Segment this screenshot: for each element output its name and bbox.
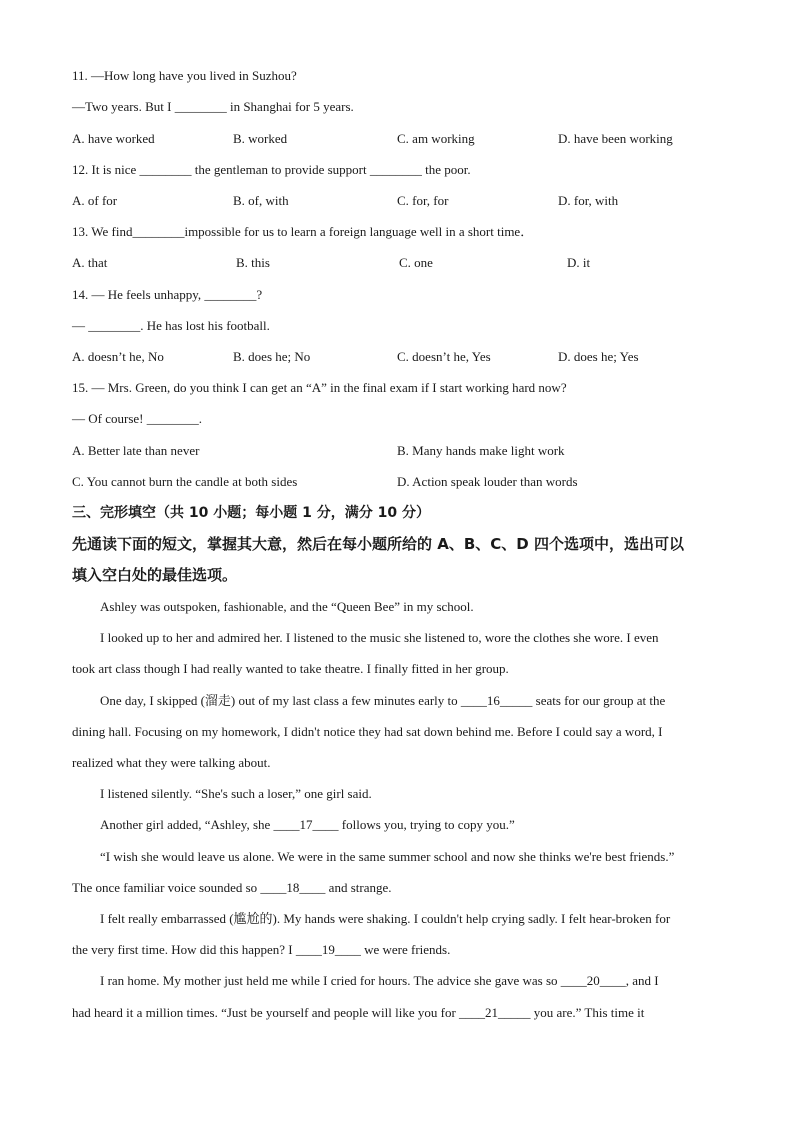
question-15-option-d[interactable]: D. Action speak louder than words [397, 474, 578, 489]
question-11-stem-2: —Two years. But I ________ in Shanghai for 5 years. [72, 99, 354, 114]
passage-line: took art class though I had really wanted to take theatre. I finally fitted in her group. [72, 661, 509, 676]
question-13-option-d[interactable]: D. it [567, 255, 591, 270]
question-13-option-c[interactable]: C. one [399, 255, 433, 270]
passage-line: Another girl added, “Ashley, she ____17____ follows you, trying to copy you.” [100, 817, 515, 832]
passage-line: I ran home. My mother just held me while I cried for hours. The advice she gave was so ____20____, and I [100, 973, 659, 988]
question-12-option-a[interactable]: A. of for [72, 193, 118, 208]
question-11-option-a[interactable]: A. have worked [72, 131, 155, 146]
question-15-option-c[interactable]: C. You cannot burn the candle at both sides [72, 474, 298, 489]
passage-line: realized what they were talking about. [72, 755, 271, 770]
question-14-option-a[interactable]: A. doesn’t he, No [72, 349, 164, 364]
section-instruction-1: 先通读下面的短文，掌握其大意，然后在每小题所给的 A、B、C、D 四个选项中，选出可以 [72, 535, 684, 553]
question-15-stem: 15. — Mrs. Green, do you think I can get an “A” in the final exam if I start working hard now? [72, 380, 567, 395]
passage-line: One day, I skipped (溜走) out of my last class a few minutes early to ____16_____ seats for our group at the [100, 693, 666, 708]
question-11-stem: 11. —How long have you lived in Suzhou? [72, 68, 297, 83]
passage-line: I listened silently. “She's such a loser,” one girl said. [100, 786, 372, 801]
passage-line: dining hall. Focusing on my homework, I didn't notice they had sat down behind me. Before I could say a word, I [72, 724, 663, 739]
passage-line: the very first time. How did this happen? I ____19____ we were friends. [72, 942, 451, 957]
question-13-stem: 13. We find________impossible for us to learn a foreign language well in a short time． [72, 224, 534, 239]
question-13-option-b[interactable]: B. this [236, 255, 270, 270]
question-11-option-d[interactable]: D. have been working [558, 131, 673, 146]
question-15-stem-2: — Of course! ________. [72, 411, 202, 426]
question-14-option-d[interactable]: D. does he; Yes [558, 349, 639, 364]
question-12-option-b[interactable]: B. of, with [233, 193, 289, 208]
passage-line: I felt really embarrassed (尴尬的). My hands were shaking. I couldn't help crying sadly. I felt hear-broken for [100, 911, 671, 926]
question-14-stem-2: — ________. He has lost his football. [72, 318, 270, 333]
passage-line: I looked up to her and admired her. I listened to the music she listened to, wore the clothes she wore. I even [100, 630, 659, 645]
question-12-option-c[interactable]: C. for, for [397, 193, 449, 208]
passage-line: Ashley was outspoken, fashionable, and the “Queen Bee” in my school. [100, 599, 474, 614]
question-14-stem: 14. — He feels unhappy, ________? [72, 287, 263, 302]
section-instruction-2: 填入空白处的最佳选项。 [72, 566, 238, 584]
passage-line: The once familiar voice sounded so ____18____ and strange. [72, 880, 392, 895]
question-15-option-a[interactable]: A. Better late than never [72, 443, 200, 458]
passage-line: “I wish she would leave us alone. We were in the same summer school and now she thinks we're best friends.” [100, 849, 675, 864]
question-13-option-a[interactable]: A. that [72, 255, 108, 270]
question-12-stem: 12. It is nice ________ the gentleman to provide support ________ the poor. [72, 162, 471, 177]
section-title: 三、完形填空（共 10 小题；每小题 1 分，满分 10 分） [72, 505, 430, 521]
question-14-option-b[interactable]: B. does he; No [233, 349, 311, 364]
question-14-option-c[interactable]: C. doesn’t he, Yes [397, 349, 491, 364]
question-11-option-b[interactable]: B. worked [233, 131, 288, 146]
passage-line: had heard it a million times. “Just be yourself and people will like you for ____21_____ you are.” This time it [72, 1005, 645, 1020]
question-11-option-c[interactable]: C. am working [397, 131, 475, 146]
question-15-option-b[interactable]: B. Many hands make light work [397, 443, 565, 458]
question-12-option-d[interactable]: D. for, with [558, 193, 619, 208]
